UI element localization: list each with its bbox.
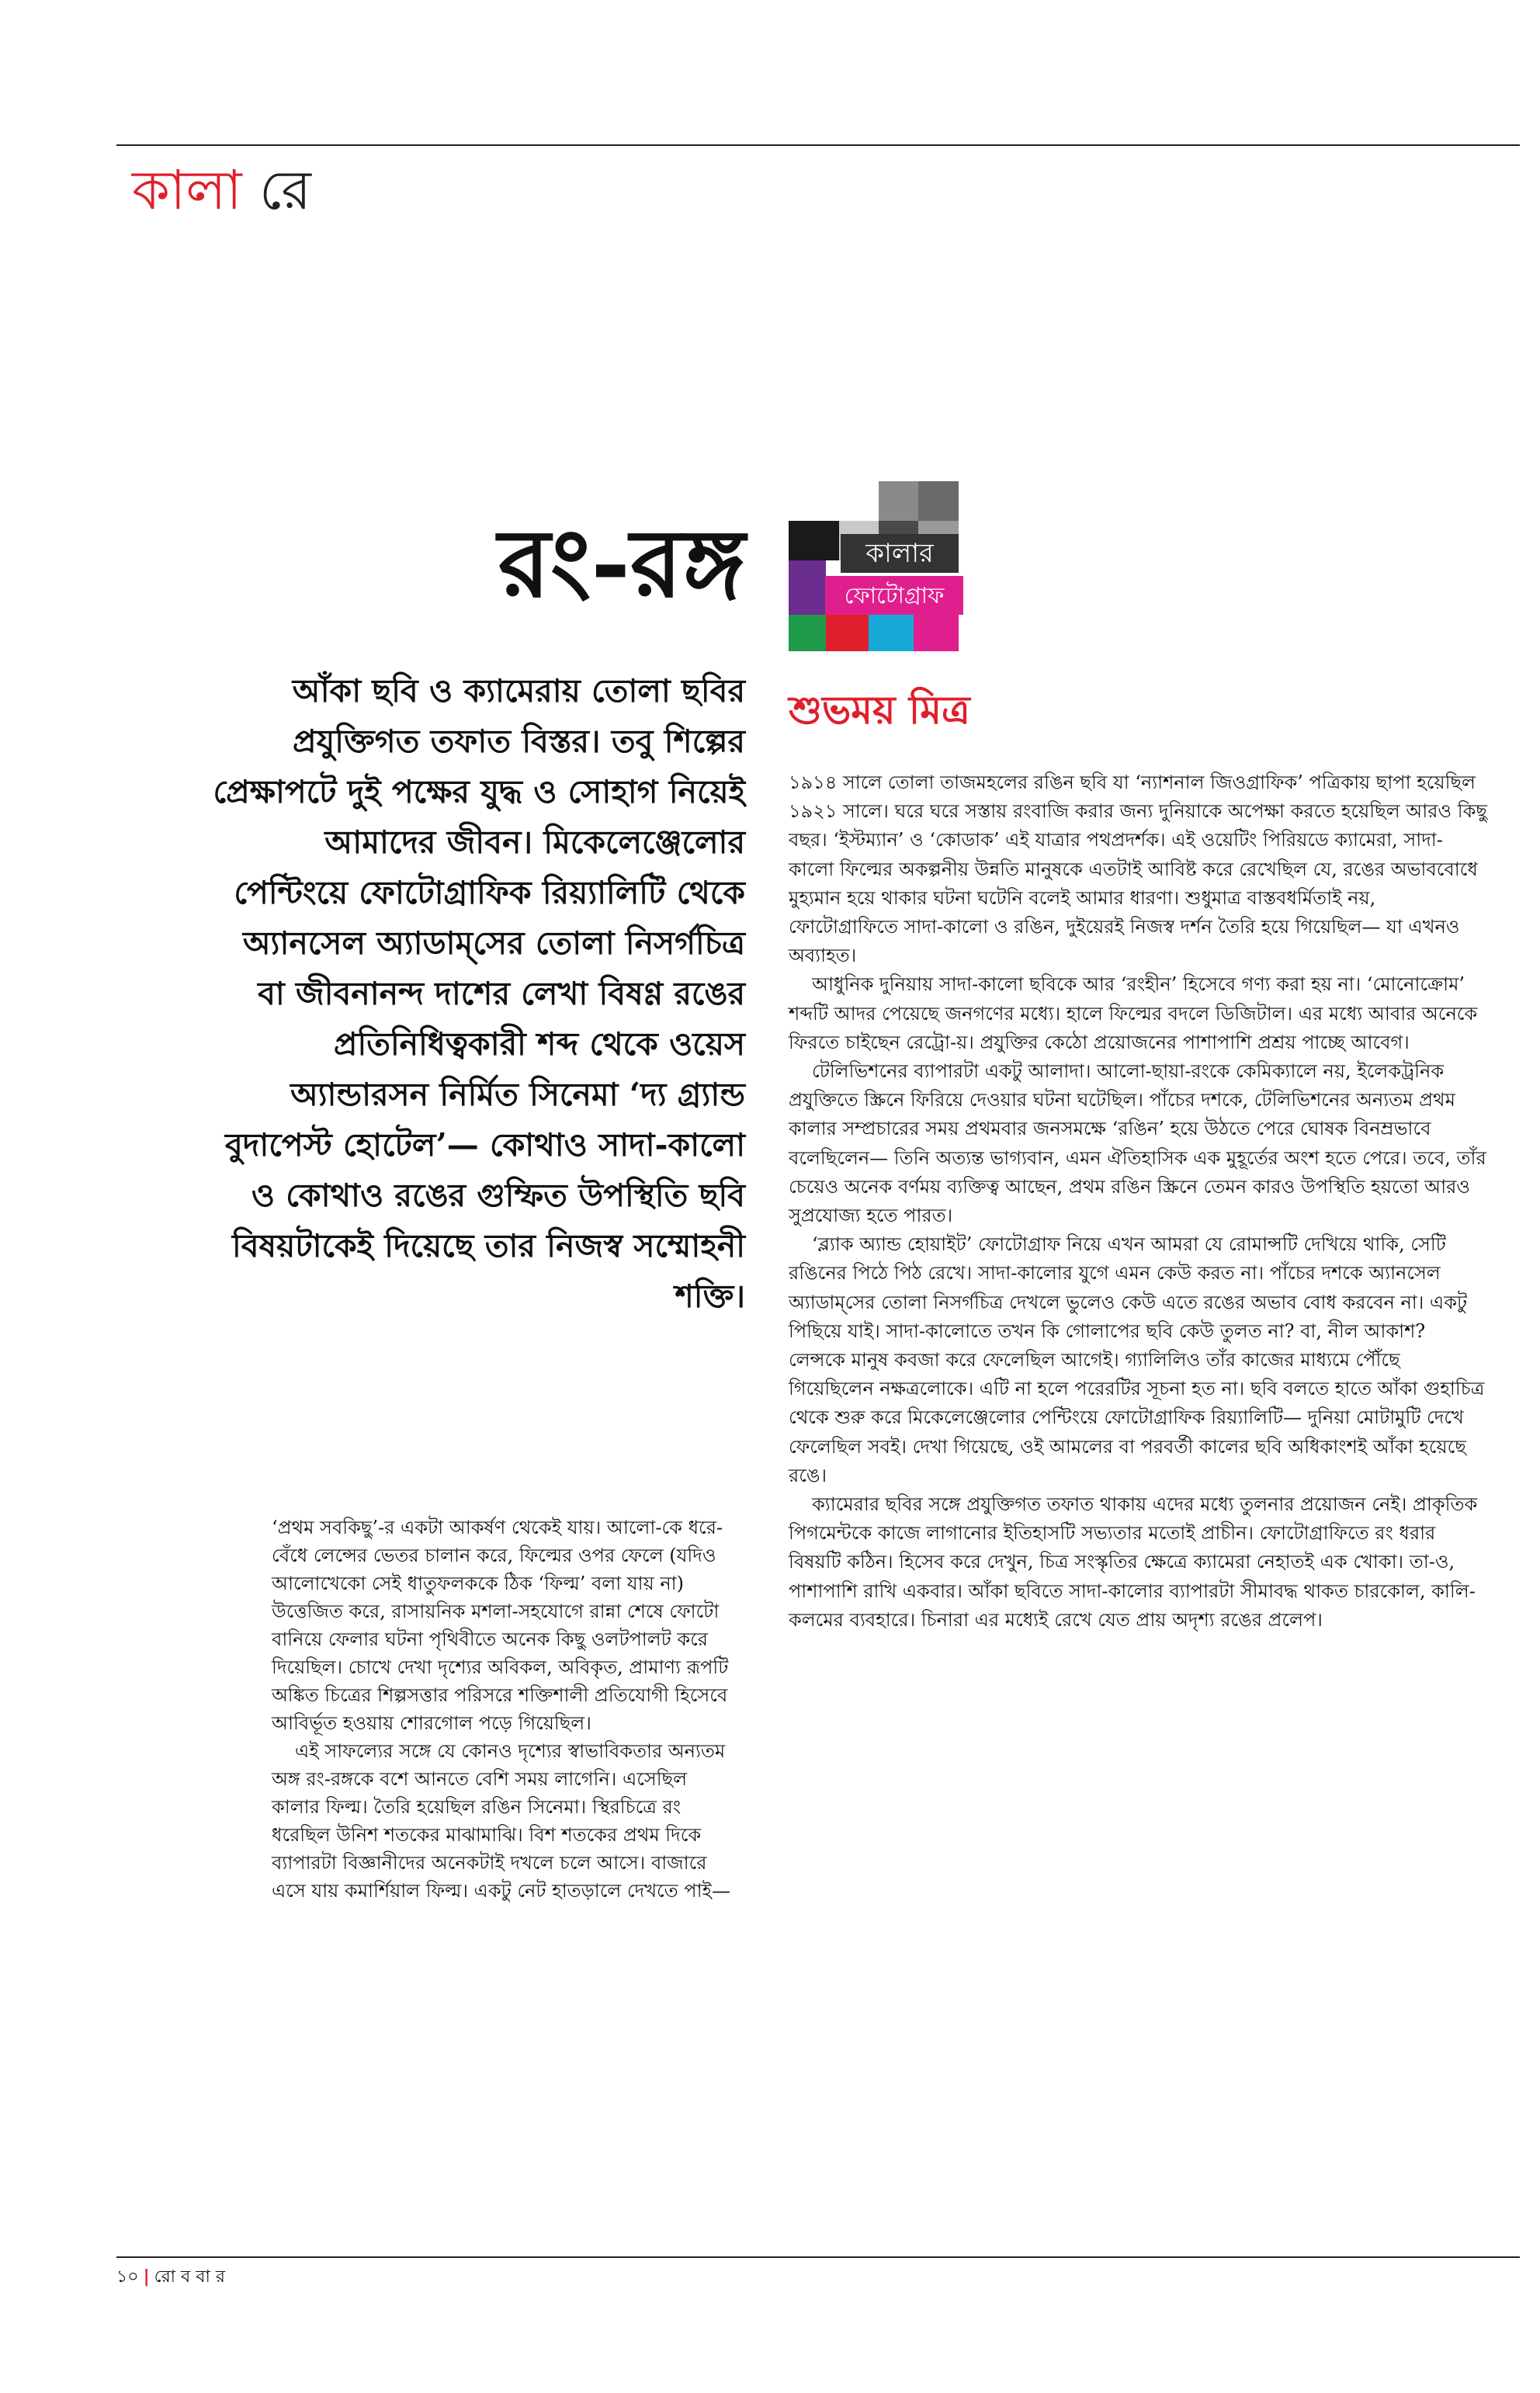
- logo-square-grey-2: [918, 481, 959, 521]
- section-heading-part1: কালা: [132, 158, 242, 222]
- right-paragraph: ক্যামেরার ছবির সঙ্গে প্রযুক্তিগত তফাত থাকায় এদের মধ্যে তুলনার প্রয়োজন নেই। প্রাকৃতিক পিগমেন্টকে কাজে লাগানোর ইতিহাসটি সভ্যতার মতোই প্রাচীন। ফোটোগ্রাফিতে রং ধরার বিষয়টি কঠিন। হিসেব করে দেখুন, চিত্র সংস্কৃতির ক্ষেত্রে ক্যামেরা নেহাতই এক খোকা। তা-ও, পাশাপাশি রাখি একবার। আঁকা ছবিতে সাদা-কালোর ব্যাপারটা সীমাবদ্ধ থাকত চারকোল, কালি-কলমের ব্যবহারে। চিনারা এর মধ্যেই রেখে যেত প্রায় অদৃশ্য রঙের প্রলেপ।: [789, 1493, 1478, 1631]
- left-column-body: [272, 1514, 737, 1905]
- logo-text-photograph: ফোটোগ্রাফ: [825, 576, 963, 615]
- left-paragraph: ‘প্রথম সবকিছু’-র একটা আকর্ষণ থেকেই যায়। আলো-কে ধরে-বেঁধে লেন্সের ভেতর চালান করে, ফিল্মের ওপর ফেলে (যদিও আলোখেকো সেই ধাতুফলককে ঠিক ‘ফিল্ম’ বলা যায় না) উত্তেজিত করে, রাসায়নিক মশলা-সহযোগে রান্না শেষে ফোটো বানিয়ে ফেলার ঘটনা পৃথিবীতে অনেক কিছু ওলটপালট করে দিয়েছিল। চোখে দেখা দৃশ্যের অবিকল, অবিকৃত, প্রামাণ্য রূপটি অঙ্কিত চিত্রের শিল্পসত্তার পরিসরে শক্তিশালী প্রতিযোগী হিসেবে আবির্ভূত হওয়ায় শোরগোল পড়ে গিয়েছিল।: [272, 1517, 729, 1734]
- right-paragraph: আধুনিক দুনিয়ায় সাদা-কালো ছবিকে আর ‘রংহীন’ হিসেবে গণ্য করা হয় না। ‘মোনোক্রোম’ শব্দটি আদর পেয়েছে জনগণের মধ্যে। হালে ফিল্মের বদলে ডিজিটাল। এর মধ্যে আবার অনেকে ফিরতে চাইছেন রেট্রো-য়। প্রযুক্তির কেঠো প্রয়োজনের পাশাপাশি প্রশ্রয় পাচ্ছে আবেগ।: [789, 973, 1478, 1053]
- left-paragraph: এই সাফল্যের সঙ্গে যে কোনও দৃশ্যের স্বাভাবিকতার অন্যতম অঙ্গ রং-রঙ্গকে বশে আনতে বেশি সময় লাগেনি। এসেছিল কালার ফিল্ম। তৈরি হয়েছিল রঙিন সিনেমা। স্থিরচিত্রে রং ধরেছিল উনিশ শতকের মাঝামাঝি। বিশ শতকের প্রথম দিকে ব্যাপারটা বিজ্ঞানীদের অনেকটাই দখলে চলে আসে। বাজারে এসে যায় কমার্শিয়াল ফিল্ম। একটু নেট হাতড়ালে দেখতে পাই—: [272, 1740, 731, 1902]
- logo-square-green: [789, 615, 826, 651]
- logo-square-red: [826, 615, 869, 651]
- right-paragraph: ‘ব্ল্যাক অ্যান্ড হোয়াইট’ ফোটোগ্রাফ নিয়ে এখন আমরা যে রোমান্সটি দেখিয়ে থাকি, সেটি রঙিনের পিঠে পিঠ রেখে। সাদা-কালোর যুগে এমন কেউ করত না। পাঁচের দশকে অ্যানসেল অ্যাডাম্‌সের তোলা নিসর্গচিত্র দেখলে ভুলেও কেউ এতে রঙের অভাব বোধ করবেন না। একটু পিছিয়ে যাই। সাদা-কালোতে তখন কি গোলাপের ছবি কেউ তুলত না? বা, নীল আকাশ? লেন্সকে মানুষ কবজা করে ফেলেছিল আগেই। গ্যালিলিও তাঁর কাজের মাধ্যমে পৌঁছে গিয়েছিলেন নক্ষত্রলোকে। এটি না হলে পরেরটির সূচনা হত না। ছবি বলতে হাতে আঁকা গুহাচিত্র থেকে শুরু করে মিকেলেঞ্জেলোর পেন্টিংয়ে ফোটোগ্রাফিক রিয়্যালিটি— দুনিয়া মোটামুটি দেখে ফেলেছিল সবই। দেখা গিয়েছে, ওই আমলের বা পরবর্তী কালের ছবি অধিকাংশই আঁকা হয়েছে রঙে।: [789, 1233, 1485, 1486]
- section-heading: [132, 155, 311, 225]
- right-paragraph: টেলিভিশনের ব্যাপারটা একটু আলাদা। আলো-ছায়া-রংকে কেমিক্যালে নয়, ইলেকট্রনিক প্রযুক্তিতে স্ক্রিনে ফিরিয়ে দেওয়ার ঘটনা ঘটেছিল। পাঁচের দশকে, টেলিভিশনের অন্যতম প্রথম কালার সম্প্রচারের সময় প্রথমবার জনসমক্ষে ‘রঙিন’ হয়ে উঠতে পেরে ঘোষক বিনম্রভাবে বলেছিলেন— তিনি অত্যন্ত ভাগ্যবান, এমন ঐতিহাসিক এক মুহূর্তের অংশ হতে পেরে। তবে, তাঁর চেয়েও অনেক বর্ণময় ব্যক্তিত্ব আছেন, প্রথম রঙিন স্ক্রিনে তেমন কারও উপস্থিতি হয়তো আরও সুপ্রযোজ্য হতে পারত।: [789, 1060, 1486, 1227]
- page-footer: [116, 2264, 225, 2291]
- page-number: ১০: [116, 2267, 139, 2287]
- logo-text-color: কালার: [841, 534, 959, 573]
- logo-square-black: [789, 521, 839, 560]
- section-heading-part2: রে: [259, 158, 311, 222]
- footer-separator: |: [143, 2267, 150, 2287]
- author-byline: শুভময় মিত্র: [789, 687, 970, 733]
- logo-square-magenta: [914, 615, 959, 651]
- logo-square-purple: [789, 560, 826, 615]
- article-deck: আঁকা ছবি ও ক্যামেরায় তোলা ছবির প্রযুক্তিগত তফাত বিস্তর। তবু শিল্পের প্রেক্ষাপটে দুই পক্ষের যুদ্ধ ও সোহাগ নিয়েই আমাদের জীবন। মিকেলেঞ্জেলোর পেন্টিংয়ে ফোটোগ্রাফিক রিয়্যালিটি থেকে অ্যানসেল অ্যাডাম্‌সের তোলা নিসর্গচিত্র বা জীবনানন্দ দাশের লেখা বিষণ্ণ রঙের প্রতিনিধিত্বকারী শব্দ থেকে ওয়েস অ্যান্ডারসন নির্মিত সিনেমা ‘দ্য গ্র্যান্ড বুদাপেস্ট হোটেল’— কোথাও সাদা-কালো ও কোথাও রঙের গুম্ফিত উপস্থিতি ছবি বিষয়টাকেই দিয়েছে তার নিজস্ব সম্মোহনী শক্তি।: [213, 672, 745, 1315]
- logo-square-cyan: [869, 615, 914, 651]
- right-paragraph: ১৯১৪ সালে তোলা তাজমহলের রঙিন ছবি যা ‘ন্যাশনাল জিওগ্রাফিক’ পত্রিকায় ছাপা হয়েছিল ১৯২১ সালে। ঘরে ঘরে সস্তায় রংবাজি করার জন্য দুনিয়াকে অপেক্ষা করতে হয়েছিল আরও কিছু বছর। ‘ইস্টম্যান’ ও ‘কোডাক’ এই যাত্রার পথপ্রদর্শক। এই ওয়েটিং পিরিয়ডে ক্যামেরা, সাদা-কালো ফিল্মের অকল্পনীয় উন্নতি মানুষকে এতটাই আবিষ্ট করে রেখেছিল যে, রঙের অভাববোধে মুহ্যমান হয়ে থাকার ঘটনা ঘটেনি বলেই আমার ধারণা। শুধুমাত্র বাস্তবধর্মিতাই নয়, ফোটোগ্রাফিতে সাদা-কালো ও রঙিন, দুইয়েরই নিজস্ব দর্শন তৈরি হয়ে গিয়েছিল— যা এখনও অব্যাহত।: [789, 772, 1487, 967]
- right-column-body: [789, 768, 1487, 1635]
- header-rule: [116, 144, 1520, 146]
- footer-rule: [116, 2256, 1520, 2258]
- publication-name: রো ব বা র: [154, 2267, 225, 2287]
- article-headline: রং-রঙ্গ: [498, 507, 745, 619]
- logo-square-grey-1: [879, 481, 918, 521]
